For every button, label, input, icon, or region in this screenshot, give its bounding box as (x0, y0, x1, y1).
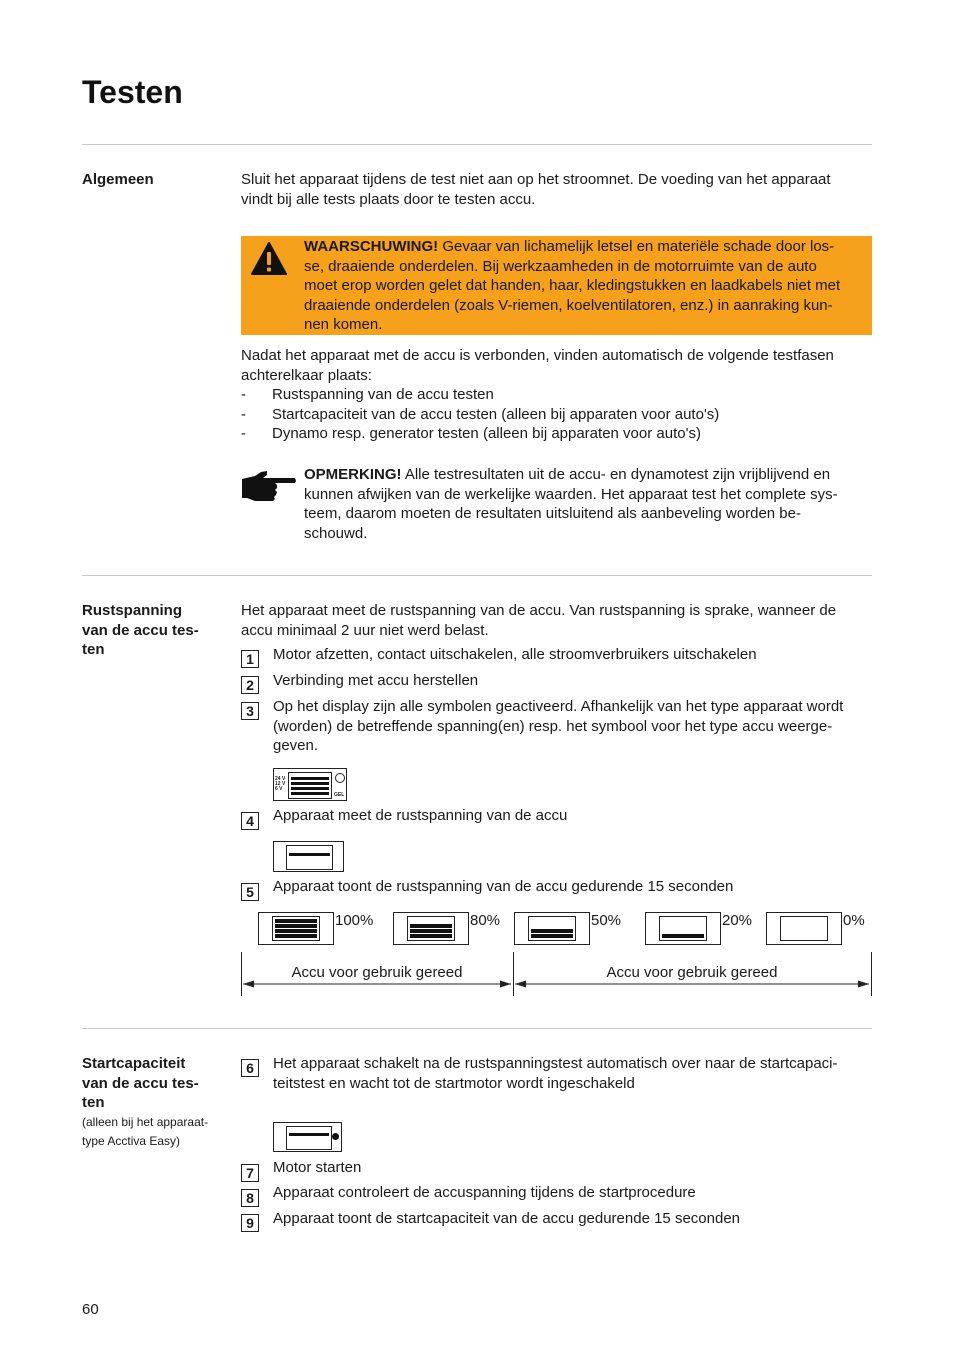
step-number: 3 (241, 702, 259, 720)
charge-level-display (514, 912, 590, 945)
range-arrows (241, 978, 873, 990)
charge-bar (275, 934, 317, 938)
section-heading-rustspanning: Rustspanning van de accu tes- ten (82, 602, 199, 658)
step-number: 8 (241, 1189, 259, 1207)
charge-bar (410, 929, 452, 933)
step-number: 5 (241, 883, 259, 901)
page-title: Testen (82, 74, 183, 110)
charge-bar (275, 929, 317, 933)
step-text: Apparaat toont de rustspanning van de accu gedurende 15 seconden (273, 878, 734, 895)
step-text: Op het display zijn alle symbolen geactiveerd. Afhankelijk van het type apparaat wordt (worden) de betreffende spanning(en) resp. het symbool voor het type accu weerge- geven. (273, 698, 844, 754)
test-phases: Nadat het apparaat met de accu is verbonden, vinden automatisch de volgende testfasen achterelkaar plaats: - Rustspanning van de accu testen - Startcapaciteit van de accu testen (alleen bij apparaten voor auto's) - Dynamo resp. generator testen (alleen bij apparaten voor auto's) (241, 346, 872, 444)
charge-bar (410, 924, 452, 928)
section-divider (82, 575, 872, 576)
battery-icon (288, 772, 332, 799)
charge-level-label: 80% (470, 912, 501, 929)
step-text: Het apparaat schakelt na de rustspanningstest automatisch over naar de startcapaci- teitstest en wacht tot de startmotor wordt ingeschakeld (273, 1055, 838, 1092)
charge-level-display (258, 912, 334, 945)
lcd-display-measuring (273, 841, 344, 872)
page-number: 60 (82, 1301, 99, 1318)
charge-bar (275, 919, 317, 923)
charge-level-label: 20% (722, 912, 753, 929)
step-text: Apparaat controleert de accuspanning tijdens de startprocedure (273, 1184, 696, 1201)
battery-icon (407, 916, 455, 941)
list-item: - Rustspanning van de accu testen (241, 386, 494, 403)
warning-label: WAARSCHUWING! (304, 238, 439, 255)
step-number: 6 (241, 1059, 259, 1077)
battery-icon (780, 916, 828, 941)
step-text: Verbinding met accu herstellen (273, 672, 479, 689)
warning-box (241, 236, 872, 335)
step-number: 2 (241, 676, 259, 694)
step-text: Apparaat meet de rustspanning van de accu (273, 807, 568, 824)
step-text: Motor afzetten, contact uitschakelen, alle stroomverbruikers uitschakelen (273, 646, 757, 663)
section-divider (82, 144, 872, 145)
lcd-display-all-symbols (273, 768, 347, 801)
charge-level-label: 100% (335, 912, 374, 929)
list-item: - Startcapaciteit van de accu testen (alleen bij apparaten voor auto's) (241, 405, 720, 423)
step-text: Motor starten (273, 1159, 362, 1176)
step-text: Apparaat toont de startcapaciteit van de accu gedurende 15 seconden (273, 1210, 740, 1227)
note-text: OPMERKING! Alle testresultaten uit de accu- en dynamotest zijn vrijblijvend en kunnen afwijken van de werkelijke waarden. Het apparaat test het complete sys- teem, daarom moeten de resultaten uitsluitend als aanbeveling worden be- schouwd. (304, 466, 838, 542)
charge-bar (662, 934, 704, 938)
engine-icon (332, 1133, 339, 1140)
charge-bar (531, 929, 573, 933)
charge-level-display (766, 912, 842, 945)
note-label: OPMERKING! (304, 466, 402, 483)
charge-level-display (393, 912, 469, 945)
pointing-hand-icon (241, 470, 297, 502)
warning-triangle-icon (250, 241, 288, 277)
battery-icon (659, 916, 707, 941)
charge-level-label: 50% (591, 912, 622, 929)
charge-bar (531, 934, 573, 938)
charge-level-display (645, 912, 721, 945)
step-number: 9 (241, 1214, 259, 1232)
step-number: 1 (241, 650, 259, 668)
general-intro: Sluit het apparaat tijdens de test niet aan op het stroomnet. De voeding van het apparaat vindt bij alle tests plaats door te testen accu. (241, 171, 831, 208)
range-label-right: Accu voor gebruik gereed (606, 964, 778, 981)
section-heading-startcapaciteit: Startcapaciteit van de accu tes- ten (alleen bij het apparaat- type Acctiva Easy) (82, 1055, 209, 1148)
charge-bar (410, 934, 452, 938)
battery-icon (272, 916, 320, 941)
battery-icon (286, 845, 333, 870)
step-number: 7 (241, 1164, 259, 1182)
step-number: 4 (241, 812, 259, 830)
engine-icon (335, 773, 345, 783)
range-label-left: Accu voor gebruik gereed (291, 964, 463, 981)
warning-text: WAARSCHUWING! Gevaar van lichamelijk letsel en materiële schade door los- se, draaiende onderdelen. Bij werkzaamheden in de motorruimte van de auto moet erop worden gelet dat handen, haar, kledingstukken en laadkabels niet met draaiende onderdelen (zoals V-riemen, koelventilatoren, enz.) in aanraking kun- nen komen. (304, 238, 841, 333)
battery-icon (528, 916, 576, 941)
charge-level-label: 0% (843, 912, 865, 929)
voltage-labels: 24 V 12 V 6 V (275, 776, 286, 792)
section-heading-algemeen: Algemeen (82, 171, 154, 188)
list-item: - Dynamo resp. generator testen (alleen bij apparaten voor auto's) (241, 425, 701, 442)
charge-bar (275, 924, 317, 928)
section-divider (82, 1028, 872, 1029)
gel-label: GEL (334, 792, 345, 798)
rest-intro: Het apparaat meet de rustspanning van de accu. Van rustspanning is sprake, wanneer de accu minimaal 2 uur niet werd belast. (241, 602, 837, 639)
lcd-display-start (273, 1122, 342, 1152)
battery-icon (286, 1126, 332, 1150)
